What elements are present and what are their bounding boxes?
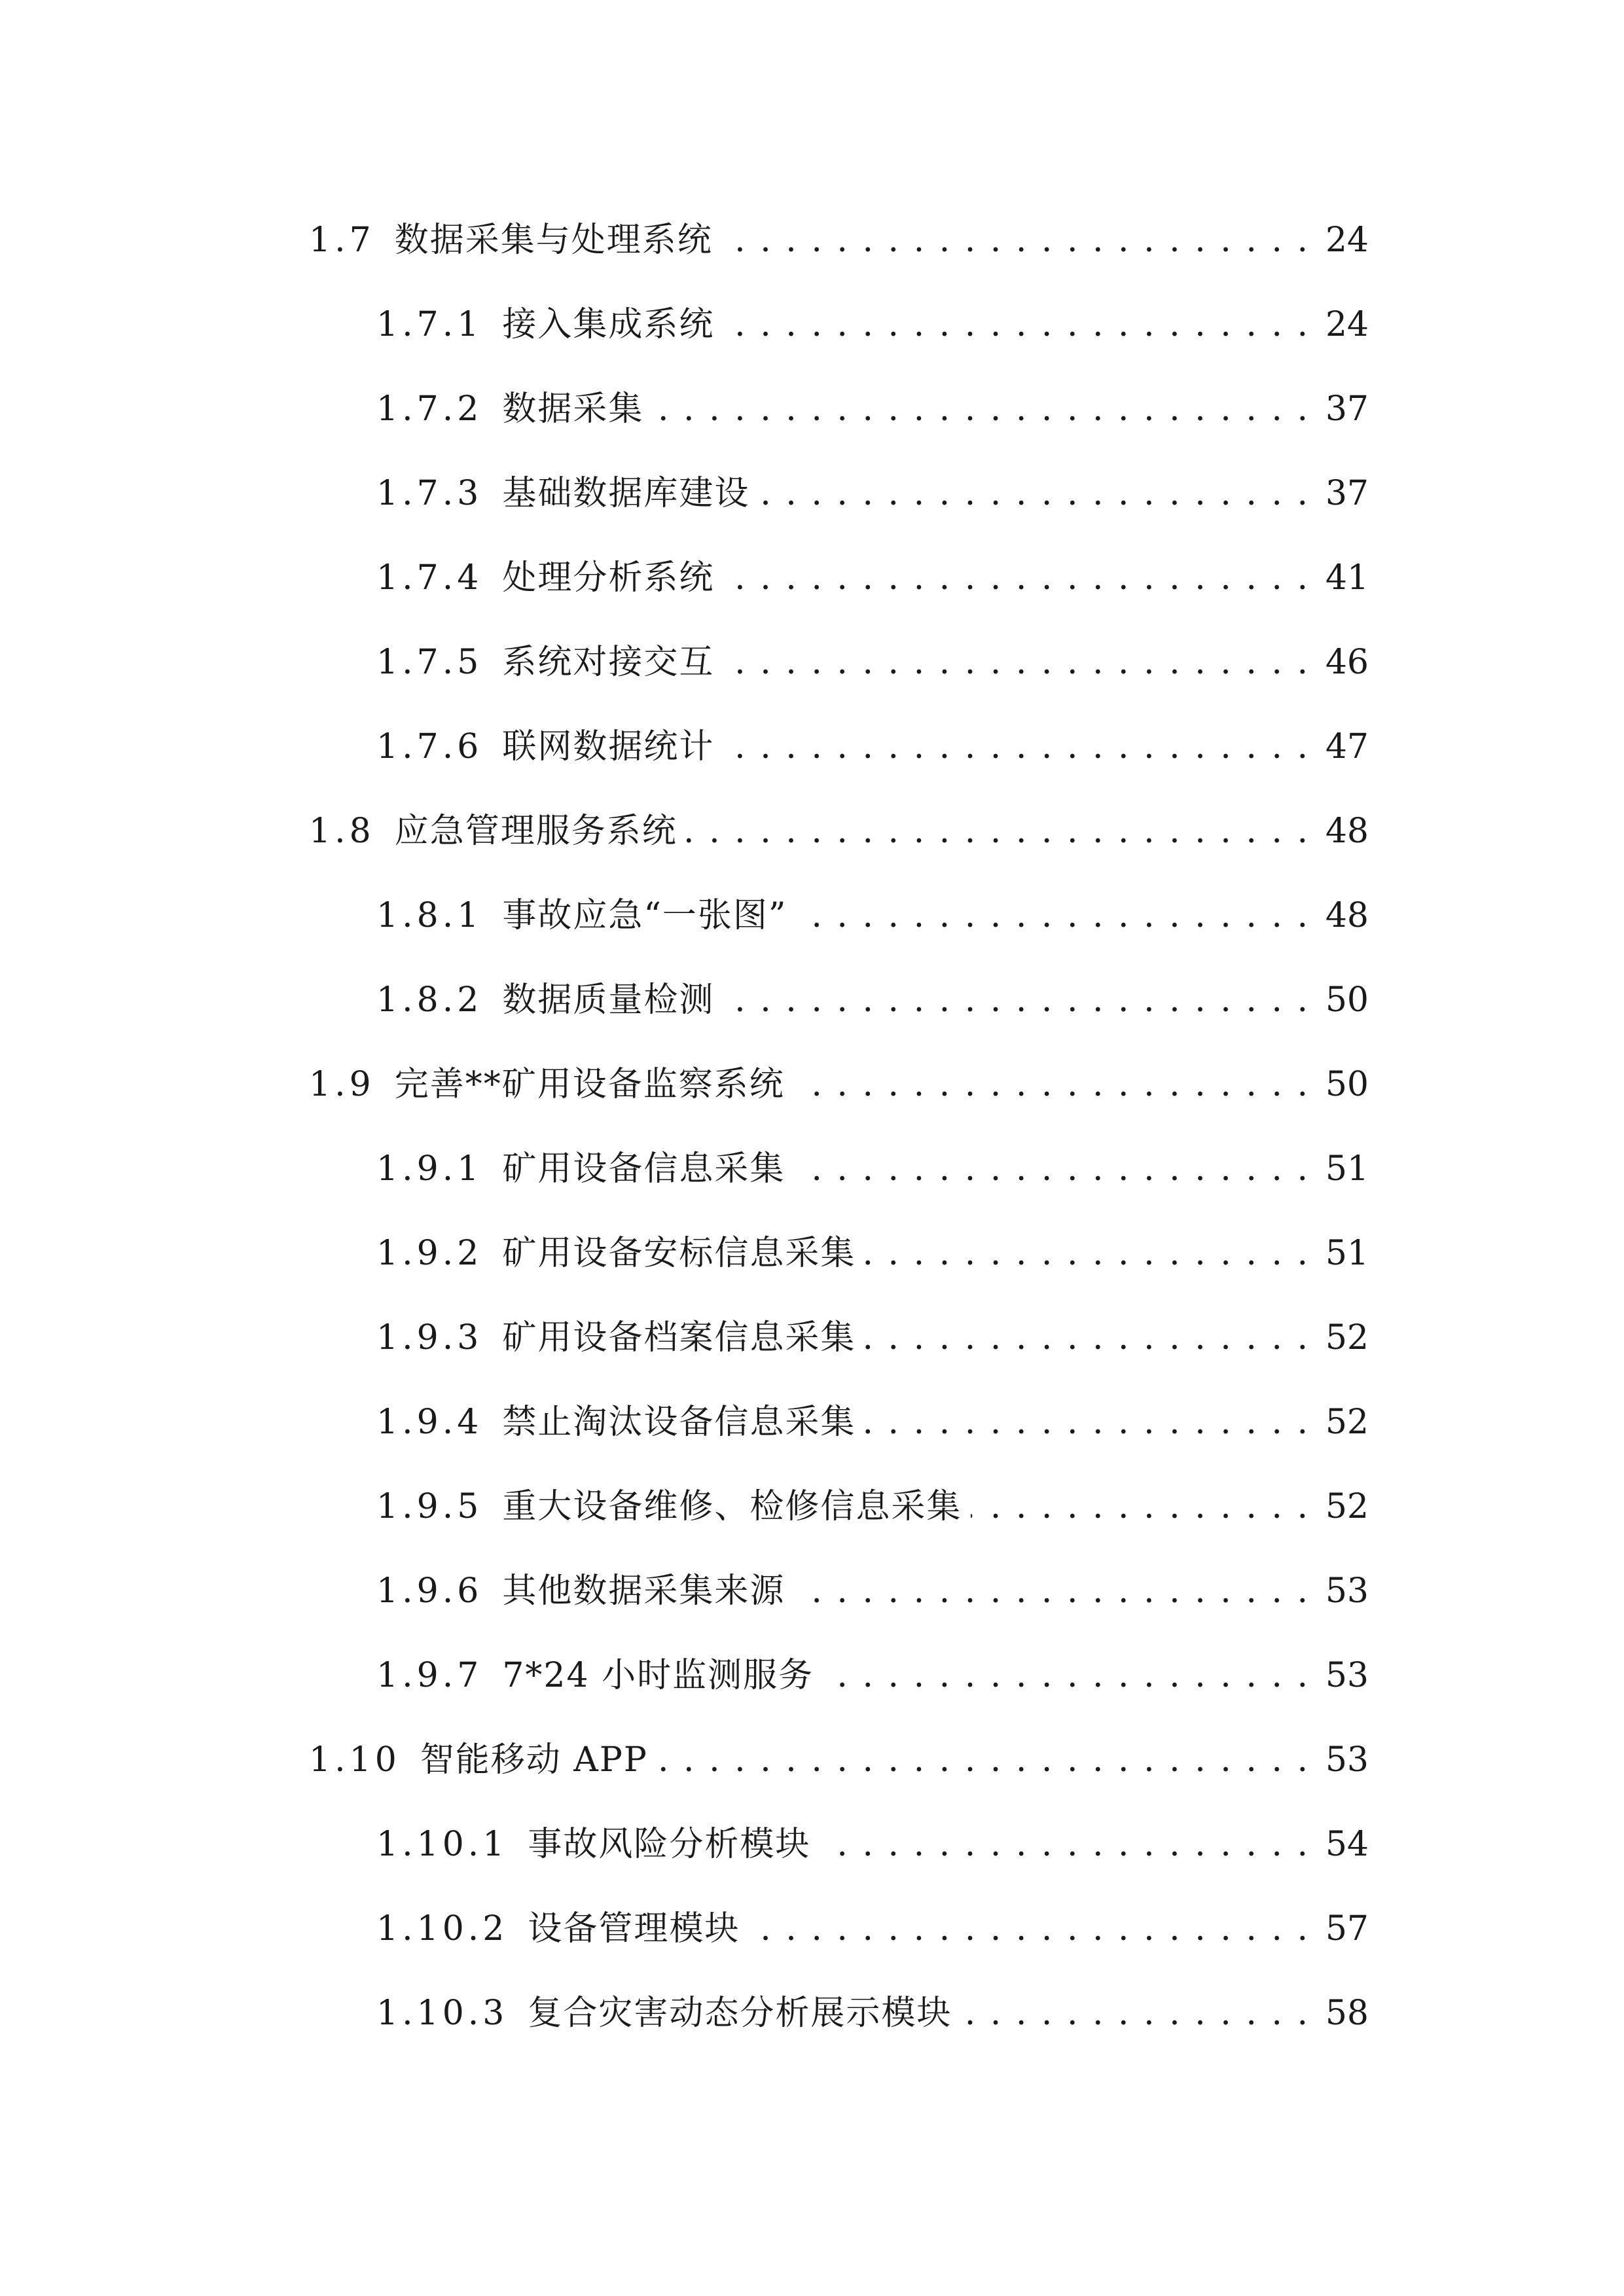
- toc-entry-title: 事故应急“一张图”: [502, 896, 787, 935]
- toc-entry-title: 智能移动 APP: [420, 1740, 648, 1780]
- dot-leader: [865, 1308, 1310, 1367]
- dot-leader: [865, 1224, 1310, 1283]
- toc-entry-title: 矿用设备安标信息采集: [502, 1234, 856, 1273]
- toc-entry-number: 1.10.2: [376, 1909, 509, 1948]
- toc-page-number: 48: [1325, 896, 1369, 935]
- toc-entry-title: 接入集成系统: [502, 305, 715, 344]
- toc-entry-number: 1.9.3: [376, 1318, 483, 1357]
- toc-entry-title: 重大设备维修、检修信息采集: [502, 1487, 962, 1526]
- dot-leader: [723, 633, 1310, 692]
- toc-page-number: 24: [1325, 305, 1369, 344]
- dot-leader: [723, 971, 1310, 1030]
- dot-leader: [723, 548, 1310, 607]
- toc-entry-1-7[interactable]: [309, 211, 1369, 270]
- toc-page-number: 52: [1325, 1403, 1369, 1442]
- dot-leader: [820, 1815, 1310, 1874]
- toc-entry-title: 系统对接交互: [502, 643, 715, 682]
- toc-entry-title: 数据采集: [502, 389, 644, 429]
- toc-entry-1-7-6[interactable]: [376, 717, 1369, 776]
- dot-leader: [723, 717, 1310, 776]
- toc-page-number: 51: [1325, 1234, 1369, 1273]
- toc-entry-1-10[interactable]: [309, 1731, 1369, 1789]
- dot-leader: [865, 1393, 1310, 1452]
- toc-page-number: 37: [1325, 389, 1369, 429]
- toc-entry-number: 1.9.2: [376, 1234, 483, 1273]
- toc-entry-1-10-1[interactable]: [376, 1815, 1369, 1874]
- toc-entry-number: 1.9.5: [376, 1487, 483, 1526]
- toc-entry-1-7-5[interactable]: [376, 633, 1369, 692]
- toc-entry-number: 1.7: [309, 221, 375, 260]
- toc-entry-title: 联网数据统计: [502, 727, 715, 766]
- toc-entry-1-9-2[interactable]: [376, 1224, 1369, 1283]
- toc-entry-1-7-4[interactable]: [376, 548, 1369, 607]
- toc-entry-number: 1.7.2: [376, 389, 483, 429]
- toc-entry-1-9-3[interactable]: [376, 1308, 1369, 1367]
- toc-page-number: 50: [1325, 980, 1369, 1020]
- toc-entry-title: 复合灾害动态分析展示模块: [528, 1994, 952, 2033]
- toc-page-number: 47: [1325, 727, 1369, 766]
- dot-leader: [687, 802, 1310, 861]
- dot-leader: [796, 886, 1310, 945]
- dot-leader: [657, 1731, 1310, 1789]
- toc-entry-number: 1.10.3: [376, 1994, 509, 2033]
- toc-page-number: 57: [1325, 1909, 1369, 1948]
- toc-entry-number: 1.9: [309, 1065, 375, 1104]
- toc-entry-number: 1.10.1: [376, 1825, 509, 1864]
- dot-leader: [749, 1899, 1310, 1958]
- dot-leader: [723, 295, 1310, 354]
- toc-entry-1-9-5[interactable]: [376, 1477, 1369, 1536]
- toc-entry-1-8-2[interactable]: [376, 971, 1369, 1030]
- toc-entry-number: 1.9.6: [376, 1571, 483, 1611]
- toc-entry-1-9-6[interactable]: [376, 1562, 1369, 1621]
- dot-leader: [961, 1984, 1310, 2043]
- toc-page-number: 54: [1325, 1825, 1369, 1864]
- toc-page-number: 46: [1325, 643, 1369, 682]
- toc-page-number: 24: [1325, 221, 1369, 260]
- toc-entry-number: 1.8.2: [376, 980, 483, 1020]
- toc-entry-1-7-3[interactable]: [376, 464, 1369, 523]
- toc-entry-title: 基础数据库建设: [502, 474, 750, 513]
- toc-entry-number: 1.7.4: [376, 558, 483, 598]
- toc-entry-title: 禁止淘汰设备信息采集: [502, 1403, 856, 1442]
- toc-page-number: 53: [1325, 1656, 1369, 1695]
- dot-leader: [794, 1562, 1310, 1621]
- toc-entry-1-7-1[interactable]: [376, 295, 1369, 354]
- toc-entry-number: 1.9.4: [376, 1403, 483, 1442]
- toc-entry-1-10-3[interactable]: [376, 1984, 1369, 2043]
- dot-leader: [971, 1477, 1310, 1536]
- toc-entry-1-9-4[interactable]: [376, 1393, 1369, 1452]
- toc-entry-title: 7*24 小时监测服务: [502, 1656, 814, 1695]
- dot-leader: [759, 464, 1310, 523]
- toc-page-number: 52: [1325, 1487, 1369, 1526]
- toc-entry-number: 1.7.1: [376, 305, 483, 344]
- toc-entry-1-9[interactable]: [309, 1055, 1369, 1114]
- toc-entry-number: 1.9.1: [376, 1149, 483, 1189]
- toc-entry-1-8[interactable]: [309, 802, 1369, 861]
- toc-page-number: 41: [1325, 558, 1369, 598]
- toc-entry-number: 1.7.3: [376, 474, 483, 513]
- toc-entry-title: 设备管理模块: [528, 1909, 740, 1948]
- dot-leader: [653, 380, 1310, 439]
- toc-page-number: 51: [1325, 1149, 1369, 1189]
- toc-page-number: 52: [1325, 1318, 1369, 1357]
- toc-entry-title: 完善**矿用设备监察系统: [394, 1065, 785, 1104]
- toc-entry-title: 数据采集与处理系统: [394, 221, 713, 260]
- toc-entry-number: 1.7.5: [376, 643, 483, 682]
- toc-entry-1-10-2[interactable]: [376, 1899, 1369, 1958]
- dot-leader: [794, 1055, 1310, 1114]
- toc-entry-title: 处理分析系统: [502, 558, 715, 598]
- toc-entry-title: 应急管理服务系统: [394, 812, 677, 851]
- dot-leader: [722, 211, 1310, 270]
- toc-entry-1-7-2[interactable]: [376, 380, 1369, 439]
- dot-leader: [823, 1646, 1310, 1705]
- toc-page-number: 37: [1325, 474, 1369, 513]
- toc-entry-title: 矿用设备信息采集: [502, 1149, 785, 1189]
- toc-entry-1-8-1[interactable]: [376, 886, 1369, 945]
- toc-page-number: 48: [1325, 812, 1369, 851]
- toc-entry-number: 1.8.1: [376, 896, 483, 935]
- toc-entry-number: 1.8: [309, 812, 375, 851]
- toc-page-number: 53: [1325, 1740, 1369, 1780]
- toc-page-number: 50: [1325, 1065, 1369, 1104]
- toc-entry-number: 1.7.6: [376, 727, 483, 766]
- toc-entry-title: 矿用设备档案信息采集: [502, 1318, 856, 1357]
- toc-page-number: 58: [1325, 1994, 1369, 2033]
- dot-leader: [794, 1139, 1310, 1198]
- toc-entry-number: 1.9.7: [376, 1656, 483, 1695]
- toc-entry-title: 数据质量检测: [502, 980, 715, 1020]
- toc-entry-title: 事故风险分析模块: [528, 1825, 811, 1864]
- toc-page-number: 53: [1325, 1571, 1369, 1611]
- toc-entry-1-9-1[interactable]: [376, 1139, 1369, 1198]
- toc-entry-title: 其他数据采集来源: [502, 1571, 785, 1611]
- toc-entry-1-9-7[interactable]: [376, 1646, 1369, 1705]
- toc-entry-number: 1.10: [309, 1740, 401, 1780]
